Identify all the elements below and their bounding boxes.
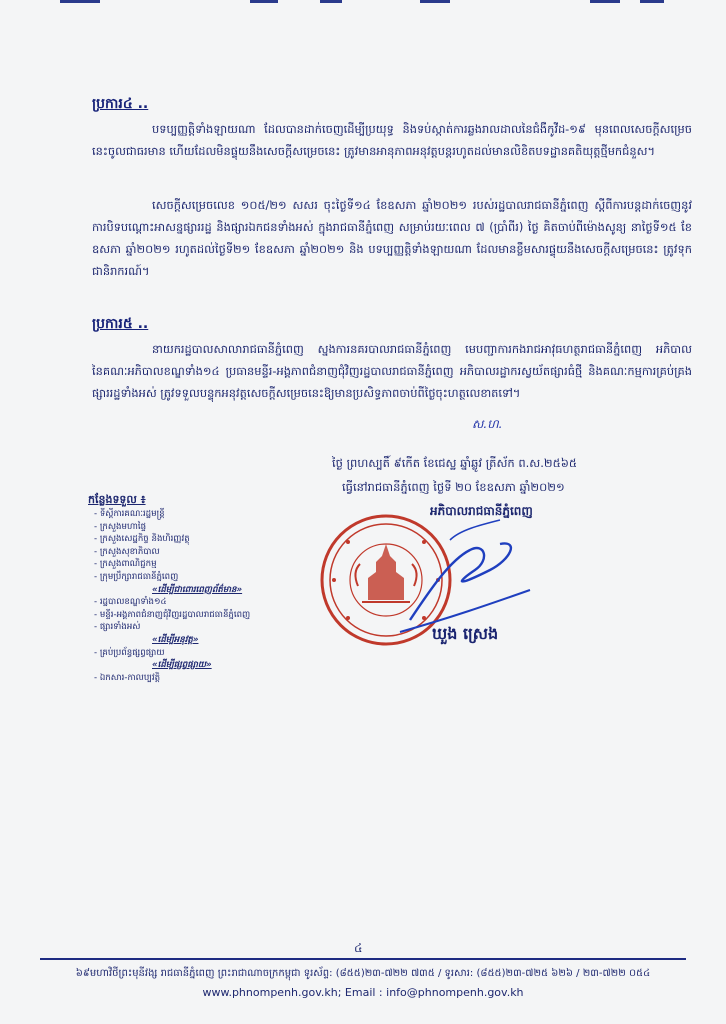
recipient-item: - ទីស្តីការគណៈរដ្ឋមន្ត្រី [94, 509, 165, 519]
article-5-heading: ប្រការ៥ .. [92, 316, 149, 332]
recipients-list [94, 508, 314, 684]
top-edge-marks [0, 0, 726, 10]
recipient-item: - ក្រសួងសេដ្ឋកិច្ច និងហិរញ្ញវត្ថុ [94, 534, 190, 545]
recipient-item: - ក្រសួងពាណិជ្ជកម្ម [94, 559, 157, 570]
article-5-paragraph-1: នាយករដ្ឋបាលសាលារាជធានីភ្នំពេញ ស្នងការនគរបាលរាជធានីភ្នំពេញ មេបញ្ជាការកងរាជអាវុធហត្ថរាជធានីភ្នំពេញ អភិបាល នៃគណៈអភិបាលខណ្ឌទាំង១៤ ប្រធានមន្ទីរ-អង្គភាពជំនាញជុំវិញរដ្ឋបាលរាជធានីភ្នំពេញ អភិបាលរដ្ឋាករស្វយ័តផ្សារធំថ្មី និងគណៈកម្មការគ្រប់គ្រងផ្សាររដ្ឋទាំងអស់ ត្រូវទទួលបន្ទុកអនុវត្តសេចក្តីសម្រេចនេះឱ្យមានប្រសិទ្ធភាពចាប់ពីថ្ងៃចុះហត្ថលេខាតទៅ។ [92, 342, 692, 400]
recipient-item: - រដ្ឋបាលខណ្ឌទាំង១៤ [94, 597, 167, 608]
recipient-item: - ក្រសួងសុខាភិបាល [94, 546, 160, 557]
article-4-heading: ប្រការ៤ .. [92, 96, 149, 112]
solar-date: ធ្វើនៅរាជធានីភ្នំពេញ ថ្ងៃទី ២០ ខែឧសភា ឆ្នាំ២០២១ [342, 480, 565, 494]
article-4-paragraph-1: បទប្បញ្ញត្តិទាំងឡាយណា ដែលបានដាក់ចេញដើម្បីប្រយុទ្ធ និងទប់ស្កាត់ការឆ្លងរាលដាលនៃជំងឺកូវីដ-១៩ មុនពេលសេចក្តីសម្រេចនេះចូលជាធរមាន ហើយដែលមិនផ្ទុយនឹងសេចក្តីសម្រេចនេះ ត្រូវមានអានុភាពអនុវត្តបន្តរហូតដល់មានលិខិតបទដ្ឋានគតិយុត្តថ្មីមកជំនួស។ [92, 122, 692, 158]
recipient-item: - ក្រុមប្រឹក្សារាជធានីភ្នំពេញ [94, 571, 179, 582]
recipient-item: - គ្រប់ប្រព័ន្ធផ្សព្វផ្សាយ [94, 647, 165, 658]
article-4-paragraph-2: សេចក្តីសម្រេចលេខ ១០៥/២១ សសរ ចុះថ្ងៃទី១៤ ខែឧសភា ឆ្នាំ២០២១ របស់រដ្ឋបាលរាជធានីភ្នំពេញ ស្តីពីការបន្តដាក់ចេញនូវការបិទបណ្តោះអាសន្នផ្សាររដ្ឋ និងផ្សារឯកជនទាំងអស់ ក្នុងរាជធានីភ្នំពេញ សម្រាប់រយៈពេល ៧ (ប្រាំពីរ) ថ្ងៃ គិតចាប់ពីម៉ោងសូន្យ នាថ្ងៃទី១៥ ខែឧសភា ឆ្នាំ២០២១ រហូតដល់ថ្ងៃទី២១ ខែឧសភា ឆ្នាំ២០២១ និង បទប្បញ្ញត្តិទាំងឡាយណា ដែលមានខ្លឹមសារផ្ទុយនឹងសេចក្តីសម្រេចនេះ ត្រូវទុកជានិរាករណ៍។ [92, 198, 692, 278]
handwritten-initials: ស.ហ. [472, 417, 503, 431]
recipient-purpose-note: «ដើម្បីអនុវត្ត» [152, 634, 199, 645]
footer-contact: www.phnompenh.gov.kh; Email : info@phnompenh.gov.kh [202, 986, 524, 999]
signer-title: អភិបាលរាជធានីភ្នំពេញ [430, 504, 533, 518]
page-number: ៤ [354, 941, 363, 955]
recipients-heading: កន្លែងទទួល ៖ [88, 493, 146, 506]
recipient-item: - ផ្សារទាំងអស់ [94, 622, 141, 633]
recipient-purpose-note: «ដើម្បីផ្សព្វផ្សាយ» [152, 660, 212, 671]
recipient-item: - ឯកសារ-កាលប្បវត្តិ [94, 672, 161, 683]
recipient-item: - មន្ទីរ-អង្គភាពជំនាញជុំវិញរដ្ឋបាលរាជធានីភ្នំពេញ [94, 609, 251, 620]
recipient-purpose-note: «ដើម្បីជាពោរពេញព័ត៌មាន» [152, 584, 243, 595]
lunar-date: ថ្ងៃ ព្រហស្បតិ៍ ៩កើត ខែជេស្ឋ ឆ្នាំឆ្លូវ ត្រីស័ក ព.ស.២៥៦៥ [332, 456, 578, 470]
signer-name: ឃួង ស្រេង [432, 624, 499, 643]
footer-address: ៦៩មហាវិថីព្រះមុនីវង្ស រាជធានីភ្នំពេញ ព្រះរាជាណាចក្រកម្ពុជា ទូរស័ព្ទ: (៨៥៥)២៣-៧២២ ៧៣៥ / ទូរសារ: (៨៥៥)២៣-៧២៥ ៦២៦ / ២៣-៧២២ ០៥៤ [75, 968, 651, 979]
footer-divider [40, 958, 686, 960]
recipient-item: - ក្រសួងមហាផ្ទៃ [94, 521, 147, 532]
